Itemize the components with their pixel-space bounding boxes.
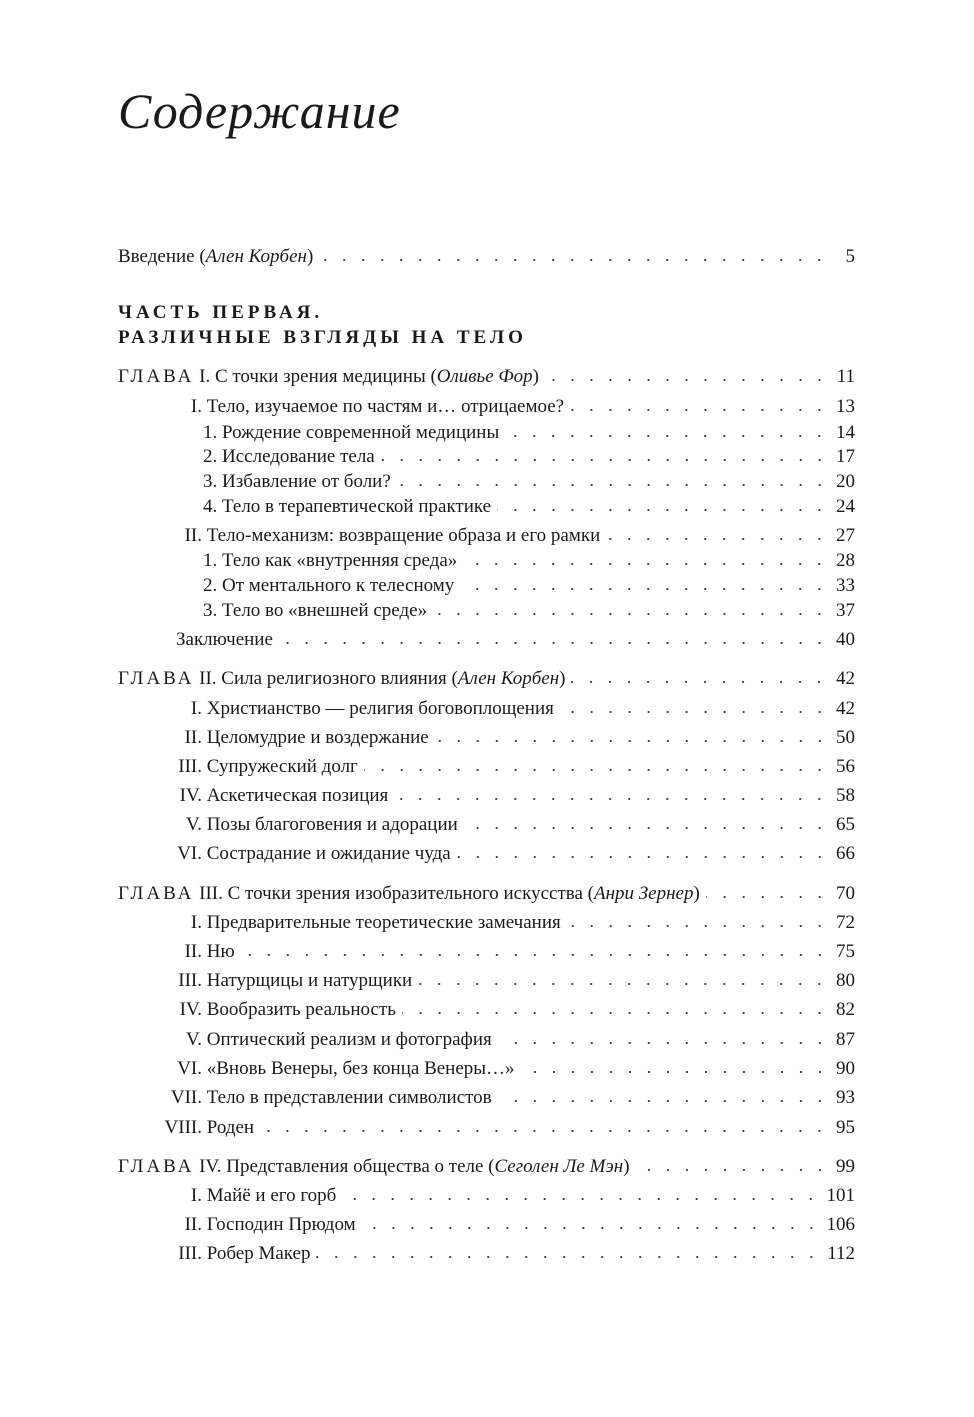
page-number: 75: [836, 941, 855, 962]
section-number: IV.: [179, 785, 202, 806]
page-number: 40: [836, 629, 855, 650]
entry-title: Рождение современной медицины: [222, 422, 500, 443]
paren: ): [693, 883, 700, 904]
dot-leader: [464, 825, 829, 831]
dot-leader: [279, 640, 829, 646]
entry-title: Целомудрие и воздержание: [206, 727, 429, 748]
entry-title: Христианство — религия боговоплощения: [206, 698, 554, 719]
dot-leader: [706, 894, 829, 900]
entry-title: [118, 1155, 630, 1179]
entry-title: От ментального к телесному: [222, 575, 455, 596]
chapter-title: С точки зрения изобразительного искусства (: [227, 883, 594, 904]
page-title: Содержание: [118, 83, 401, 139]
section-number: V.: [185, 814, 202, 835]
page-number: 95: [836, 1117, 855, 1138]
subsection-number: 2.: [203, 575, 218, 596]
dot-leader: [545, 377, 829, 383]
entry-title: Исследование тела: [222, 446, 375, 467]
page-number: 112: [827, 1243, 855, 1264]
section-number: VIII.: [164, 1117, 202, 1138]
entry-title: «Вновь Венеры, без конца Венеры…»: [206, 1058, 515, 1079]
page-number: 42: [836, 698, 855, 719]
dot-leader: [381, 457, 829, 463]
chapter-author: Ален Корбен: [457, 668, 560, 689]
page-number: 28: [836, 550, 855, 571]
toc-entry-section[interactable]: [203, 421, 855, 445]
dot-leader: [364, 767, 829, 773]
toc-entry-section[interactable]: [118, 1028, 855, 1052]
section-number: II.: [184, 1214, 202, 1235]
chapter-number: II.: [199, 668, 217, 689]
toc-entry-intro[interactable]: [118, 245, 855, 269]
page-number: 20: [836, 471, 855, 492]
dot-leader: [463, 561, 829, 567]
section-number: III.: [178, 1243, 202, 1264]
toc-entry-section[interactable]: [203, 599, 855, 623]
page-number: 58: [836, 785, 855, 806]
page-number: 24: [836, 496, 855, 517]
entry-title: Сострадание и ожидание чуда: [206, 843, 451, 864]
toc-entry-section[interactable]: [118, 911, 855, 935]
entry-title: Тело, изучаемое по частям и… отрицаемое?: [206, 396, 565, 417]
section-number: II.: [184, 727, 202, 748]
entry-title: Тело в терапевтической практике: [222, 496, 492, 517]
section-number: II.: [184, 941, 202, 962]
entry-title: Тело во «внешней среде»: [222, 600, 428, 621]
entry-title: Избавление от боли?: [222, 471, 391, 492]
entry-title: [118, 882, 700, 906]
chapter-label: ГЛАВА: [118, 883, 195, 904]
page-number: 5: [845, 246, 855, 267]
dot-leader: [606, 536, 829, 542]
dot-leader: [498, 1040, 829, 1046]
toc-entry-section[interactable]: [118, 1086, 855, 1110]
page-number: 14: [836, 422, 855, 443]
page-number: 13: [836, 396, 855, 417]
entry-title: Вообразить реальность: [206, 999, 396, 1020]
entry-title: Майё и его горб: [206, 1185, 337, 1206]
dot-leader: [497, 507, 829, 513]
toc-entry-section[interactable]: [203, 495, 855, 519]
page-number: 87: [836, 1029, 855, 1050]
toc-entry-section[interactable]: [118, 998, 855, 1022]
section-number: VI.: [177, 843, 202, 864]
part-heading-line2: РАЗЛИЧНЫЕ ВЗГЛЯДЫ НА ТЕЛО: [118, 327, 527, 348]
toc-entry-section[interactable]: [118, 726, 855, 750]
toc-entry-section[interactable]: [118, 1213, 855, 1237]
entry-title: Заключение: [176, 629, 273, 650]
entry-title: Натурщицы и натурщики: [206, 970, 413, 991]
dot-leader: [560, 709, 829, 715]
page-number: 101: [826, 1185, 855, 1206]
page-number: 82: [836, 999, 855, 1020]
toc-entry-section[interactable]: [203, 445, 855, 469]
page-number: 27: [836, 525, 855, 546]
toc-entry-section[interactable]: [118, 1184, 855, 1208]
toc-entry-section[interactable]: [118, 813, 855, 837]
toc-entry-section[interactable]: [118, 940, 855, 964]
toc-entry-section[interactable]: [118, 969, 855, 993]
dot-leader: [316, 1254, 821, 1260]
section-number: IV.: [179, 999, 202, 1020]
dot-leader: [394, 796, 829, 802]
section-number: I.: [190, 396, 202, 417]
chapter-title: Сила религиозного влияния (: [221, 668, 458, 689]
entry-title: Введение (Ален Корбен): [118, 246, 314, 267]
dot-leader: [571, 679, 829, 685]
entry-title: Роден: [206, 1117, 255, 1138]
subsection-number: 1.: [203, 422, 218, 443]
entry-title: Супружеский долг: [206, 756, 358, 777]
toc-entry-section[interactable]: [118, 1116, 855, 1140]
dot-leader: [402, 1010, 829, 1016]
chapter-label: ГЛАВА: [118, 1156, 195, 1177]
section-number: V.: [185, 1029, 202, 1050]
chapter-number: III.: [199, 883, 223, 904]
chapter-title: Представления общества о теле (: [226, 1156, 495, 1177]
toc-entry-section[interactable]: [118, 842, 855, 866]
dot-leader: [457, 854, 829, 860]
page-number: 93: [836, 1087, 855, 1108]
toc-entry-section[interactable]: [118, 395, 855, 419]
subsection-number: 3.: [203, 471, 218, 492]
entry-title: Господин Прюдом: [206, 1214, 356, 1235]
dot-leader: [342, 1196, 820, 1202]
toc-entry-section[interactable]: [176, 628, 855, 652]
section-number: VII.: [170, 1087, 202, 1108]
entry-title: Тело в представлении символистов: [206, 1087, 492, 1108]
page-number: 70: [836, 883, 855, 904]
section-number: II.: [184, 525, 202, 546]
dot-leader: [418, 981, 829, 987]
toc-entry-chapter[interactable]: [118, 667, 855, 691]
entry-title: Тело как «внутренняя среда»: [222, 550, 458, 571]
toc-entry-section[interactable]: [118, 524, 855, 548]
chapter-author: Анри Зернер: [593, 883, 694, 904]
toc-entry-chapter[interactable]: [118, 882, 855, 906]
page-number: 99: [836, 1156, 855, 1177]
paren: ): [532, 366, 539, 387]
section-number: I.: [190, 912, 202, 933]
entry-title: Предварительные теоретические замечания: [206, 912, 561, 933]
dot-leader: [460, 586, 829, 592]
entry-title: Ню: [206, 941, 235, 962]
page-number: 80: [836, 970, 855, 991]
toc-entry-section[interactable]: [118, 755, 855, 779]
chapter-label: ГЛАВА: [118, 668, 195, 689]
dot-leader: [570, 407, 829, 413]
toc-entry-section[interactable]: [118, 1242, 855, 1266]
chapter-number: IV.: [199, 1156, 222, 1177]
dot-leader: [498, 1098, 829, 1104]
entry-title: [118, 365, 539, 389]
paren: ): [559, 668, 566, 689]
toc-entry-section[interactable]: [118, 1057, 855, 1081]
toc-entry-section[interactable]: [118, 697, 855, 721]
dot-leader: [636, 1167, 829, 1173]
section-number: III.: [178, 970, 202, 991]
dot-leader: [260, 1128, 829, 1134]
page-number: 65: [836, 814, 855, 835]
paren: ): [623, 1156, 630, 1177]
subsection-number: 2.: [203, 446, 218, 467]
toc-entry-chapter[interactable]: [118, 365, 855, 389]
entry-title: Аскетическая позиция: [206, 785, 389, 806]
chapter-title: С точки зрения медицины (: [214, 366, 437, 387]
toc-entry-chapter[interactable]: [118, 1155, 855, 1179]
entry-title: Робер Макер: [206, 1243, 311, 1264]
dot-leader: [505, 433, 829, 439]
dot-leader: [397, 482, 829, 488]
section-number: I.: [190, 1185, 202, 1206]
section-number: VI.: [177, 1058, 202, 1079]
subsection-number: 3.: [203, 600, 218, 621]
page-number: 72: [836, 912, 855, 933]
part-heading-line1: ЧАСТЬ ПЕРВАЯ.: [118, 302, 324, 323]
subsection-number: 4.: [203, 496, 218, 517]
dot-leader: [362, 1225, 821, 1231]
entry-title: Позы благоговения и адорации: [206, 814, 458, 835]
page-number: 33: [836, 575, 855, 596]
page-number: 66: [836, 843, 855, 864]
dot-leader: [435, 738, 829, 744]
dot-leader: [241, 952, 829, 958]
chapter-author: Оливье Фор: [436, 366, 533, 387]
page-number: 11: [836, 366, 855, 387]
section-number: I.: [190, 698, 202, 719]
page-number: 37: [836, 600, 855, 621]
subsection-number: 1.: [203, 550, 218, 571]
chapter-label: ГЛАВА: [118, 366, 195, 387]
toc-entry-section[interactable]: [118, 784, 855, 808]
dot-leader: [319, 257, 829, 263]
toc-entry-section[interactable]: [203, 470, 855, 494]
toc-entry-section[interactable]: [203, 574, 855, 598]
dot-leader: [567, 923, 829, 929]
page-number: 42: [836, 668, 855, 689]
page-number: 56: [836, 756, 855, 777]
chapter-number: I.: [199, 366, 211, 387]
entry-title: Тело-механизм: возвращение образа и его рамки: [206, 525, 601, 546]
entry-title: Оптический реализм и фотография: [206, 1029, 492, 1050]
page-number: 50: [836, 727, 855, 748]
chapter-author: Сеголен Ле Мэн: [494, 1156, 624, 1177]
section-number: III.: [178, 756, 202, 777]
page-number: 106: [826, 1214, 855, 1235]
page-number: 90: [836, 1058, 855, 1079]
dot-leader: [521, 1069, 829, 1075]
page-number: 17: [836, 446, 855, 467]
toc-entry-section[interactable]: [203, 549, 855, 573]
entry-title: [118, 667, 565, 691]
dot-leader: [433, 611, 829, 617]
